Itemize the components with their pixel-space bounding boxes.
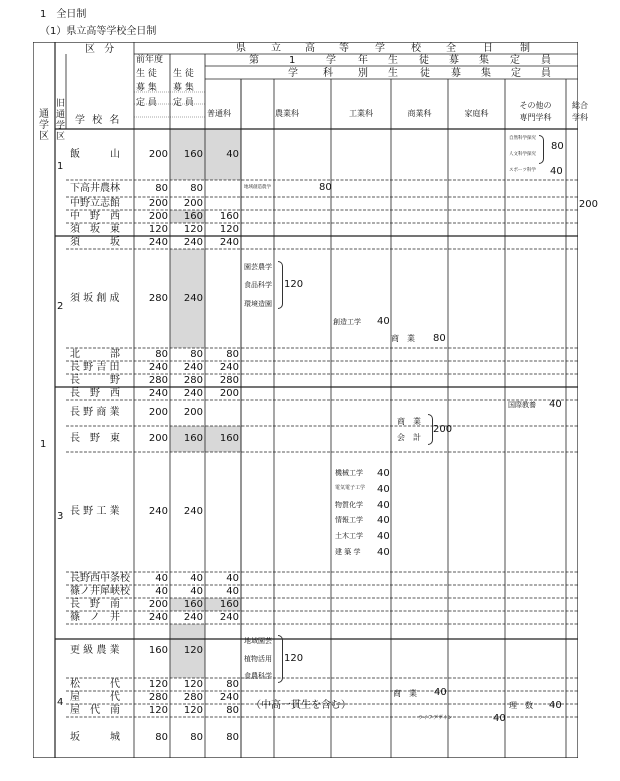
agri-dept-name: 園芸農学 <box>244 263 272 271</box>
ind-dept-value: 40 <box>377 499 390 511</box>
futsu-value: 160 <box>219 433 239 444</box>
col-kogyo: 工業科 <box>349 109 373 118</box>
district-sub: 1 <box>57 161 64 172</box>
futsu-value: 240 <box>219 361 239 373</box>
futsu-value: 240 <box>219 691 239 703</box>
capacity: 80 <box>190 348 203 360</box>
header-prev-year: 生 徒 <box>136 69 157 79</box>
header-grade-char: 1 <box>289 55 296 66</box>
header-dept-char: 定 <box>511 68 521 79</box>
header-dept-char: 生 <box>388 68 398 79</box>
header-grade-char: 募 <box>449 55 459 66</box>
brace-bracket <box>539 135 544 164</box>
com-dept-total: 200 <box>433 424 453 435</box>
school-name: 長 野 工 業 <box>70 506 120 517</box>
header-kyu-char: 旧 <box>56 99 66 109</box>
header-tsugaku-char: 区 <box>39 131 49 142</box>
capacity: 120 <box>183 704 203 716</box>
header-kyu-char: 区 <box>56 132 66 142</box>
district-sub: 4 <box>57 697 64 708</box>
agri-dept-name: 食農科学 <box>244 672 272 680</box>
prev-capacity: 200 <box>148 148 168 160</box>
header-grade-char: 学 <box>326 55 336 66</box>
capacity: 240 <box>183 506 203 517</box>
com-dept-value: 80 <box>433 333 446 344</box>
district-sub: 2 <box>57 301 64 312</box>
ind-dept-name: 創造工学 <box>333 318 361 326</box>
school-name: 須 坂 東 <box>70 223 120 235</box>
header-grade-char: 員 <box>541 55 551 66</box>
other-dept-name: 理 数 <box>509 701 533 710</box>
school-name: 篠ノ井犀峡校 <box>70 585 130 597</box>
other-dept-value: 40 <box>549 399 562 410</box>
prev-capacity: 80 <box>155 348 168 360</box>
school-name: 長 野 西 <box>70 387 120 399</box>
prev-capacity: 80 <box>155 182 168 194</box>
capacity: 80 <box>190 731 203 743</box>
header-this-year: 募 集 <box>173 83 194 93</box>
header-tsugaku-char: 通 <box>39 109 49 120</box>
header-title-char: 等 <box>339 43 349 54</box>
col-shogyo: 商業科 <box>407 109 432 118</box>
header-school-name: 学 校 名 <box>75 115 122 126</box>
ind-dept-value: 40 <box>377 515 390 527</box>
futsu-value: 80 <box>226 731 239 743</box>
ind-dept-name: 機械工学 <box>335 469 363 477</box>
futsu-value: 40 <box>226 148 239 160</box>
agri-dept-name: 食品科学 <box>244 281 272 289</box>
prev-capacity: 120 <box>148 678 168 690</box>
home-dept-value: 40 <box>493 713 506 724</box>
futsu-value: 240 <box>219 611 239 623</box>
capacity: 200 <box>183 407 203 418</box>
prev-capacity: 240 <box>148 506 168 517</box>
header-prev-year: 募 集 <box>136 83 157 93</box>
admission-capacity-table <box>33 42 598 758</box>
header-prev-year: 定 員 <box>136 98 157 108</box>
agri-dept-name: 植物活用 <box>244 655 272 663</box>
school-name: 長野西中条校 <box>70 572 130 584</box>
capacity: 160 <box>183 210 203 222</box>
header-this-year: 定 員 <box>173 98 194 108</box>
school-name: 篠 ノ 井 <box>70 611 120 623</box>
school-name: 須 坂 創 成 <box>70 292 120 304</box>
ind-dept-name: 情報工学 <box>335 516 363 525</box>
col-sogo-1: 総合 <box>572 101 588 110</box>
prev-capacity: 240 <box>148 361 168 373</box>
school-name: 長 野 東 <box>70 433 120 444</box>
school-name: 坂 城 <box>70 731 120 743</box>
col-other-2: 専門学科 <box>519 113 552 122</box>
capacity: 40 <box>190 585 203 597</box>
school-name: 長 野 商 業 <box>70 407 120 418</box>
header-grade-char: 年 <box>358 55 368 66</box>
header-kyu-char: 学 <box>56 121 66 131</box>
school-name: 更 級 農 業 <box>70 645 120 656</box>
capacity: 240 <box>183 387 203 399</box>
header-prev-year: 前年度 <box>136 55 164 65</box>
header-grade-char: 徒 <box>419 55 429 66</box>
capacity: 160 <box>183 598 203 610</box>
school-name: 松 代 <box>70 678 120 690</box>
col-katei: 家庭科 <box>464 109 489 118</box>
capacity: 240 <box>183 611 203 623</box>
district-sub: 3 <box>57 511 64 522</box>
prev-capacity: 200 <box>148 210 168 222</box>
prev-capacity: 240 <box>148 236 168 248</box>
prev-capacity: 200 <box>148 197 168 209</box>
capacity: 240 <box>183 292 203 304</box>
school-name: 長 野 吉 田 <box>70 361 120 373</box>
capacity: 120 <box>183 678 203 690</box>
header-tsugaku-char: 学 <box>39 120 49 131</box>
ind-dept-value: 40 <box>377 468 390 479</box>
school-name: 飯 山 <box>70 148 120 160</box>
other-dept-total: 80 <box>551 141 564 152</box>
prev-capacity: 160 <box>148 645 168 656</box>
ind-dept-value: 40 <box>377 316 390 327</box>
capacity: 200 <box>183 197 203 209</box>
capacity: 160 <box>183 148 203 160</box>
capacity: 120 <box>183 645 203 656</box>
ind-dept-name: 物質化学 <box>335 500 363 509</box>
ind-dept-value: 40 <box>377 531 390 543</box>
header-title-char: 制 <box>520 43 530 54</box>
col-futsu: 普通科 <box>207 109 231 118</box>
agri-dept-total: 120 <box>284 279 304 290</box>
other-dept-name: 自然科学探究 <box>509 136 536 141</box>
prev-capacity: 120 <box>148 223 168 235</box>
prev-capacity: 280 <box>148 691 168 703</box>
com-dept-value: 40 <box>434 687 447 698</box>
futsu-value: 240 <box>219 236 239 248</box>
other-dept-value: 40 <box>549 700 562 711</box>
futsu-value: 280 <box>219 374 239 386</box>
prev-capacity: 200 <box>148 598 168 610</box>
school-name: 屋 代 <box>70 691 120 703</box>
prev-capacity: 40 <box>155 585 168 597</box>
prev-capacity: 240 <box>148 387 168 399</box>
com-dept-name: 商 業 <box>393 689 417 698</box>
prev-capacity: 200 <box>148 407 168 418</box>
com-dept-name: 会 計 <box>397 433 421 442</box>
header-dept-char: 別 <box>358 68 368 79</box>
other-dept-value: 40 <box>550 166 563 177</box>
futsu-value: 200 <box>219 387 239 399</box>
header-grade-char: 第 <box>249 55 259 66</box>
school-name: 長 野 南 <box>70 598 120 610</box>
col-nogyo: 農業科 <box>275 109 299 118</box>
capacity: 280 <box>183 374 203 386</box>
capacity: 280 <box>183 691 203 703</box>
heading-section: 1 全日制 <box>40 9 87 20</box>
agri-dept-value: 80 <box>319 182 332 193</box>
agri-dept-total: 120 <box>284 653 304 664</box>
prev-capacity: 240 <box>148 611 168 623</box>
header-title-char: 日 <box>483 43 493 54</box>
prev-capacity: 200 <box>148 433 168 444</box>
header-dept-char: 集 <box>481 68 491 79</box>
futsu-value: 40 <box>226 585 239 597</box>
capacity: 160 <box>183 433 203 444</box>
other-dept-name: スポーツ科学 <box>509 168 536 173</box>
capacity: 240 <box>183 236 203 248</box>
futsu-value: 80 <box>226 348 239 360</box>
header-grade-char: 生 <box>388 55 398 66</box>
col-other-1: その他の <box>519 101 552 110</box>
header-title-char: 県 <box>236 43 246 54</box>
brace-bracket <box>278 635 283 683</box>
header-kyu-char: 通 <box>56 110 66 120</box>
agri-dept-name: 地域園芸 <box>244 637 272 645</box>
ind-dept-name: 電気電子工学 <box>335 484 366 491</box>
futsu-value: 40 <box>226 572 239 584</box>
home-dept-name: ライフデザイン <box>418 715 453 721</box>
school-name: 屋 代 南 <box>70 704 120 716</box>
ind-dept-name: 建 築 学 <box>335 548 361 556</box>
ind-dept-value: 40 <box>377 547 390 558</box>
capacity: 120 <box>183 223 203 235</box>
brace-bracket <box>278 261 283 309</box>
futsu-value: 160 <box>219 598 239 610</box>
futsu-value: 120 <box>219 223 239 235</box>
ind-dept-value: 40 <box>377 483 390 495</box>
school-name: 下高井農林 <box>70 182 120 194</box>
header-title-char: 学 <box>375 43 385 54</box>
capacity: 80 <box>190 182 203 194</box>
futsu-value: 80 <box>226 704 239 716</box>
agri-dept-name: 環境造園 <box>244 300 272 308</box>
other-dept-name: 国際教養 <box>508 401 536 409</box>
header-dept-char: 員 <box>541 68 551 79</box>
header-grade-char: 定 <box>510 55 520 66</box>
futsu-value: 80 <box>226 678 239 690</box>
futsu-value: 160 <box>219 210 239 222</box>
ind-dept-name: 土木工学 <box>335 532 363 541</box>
yashiro-note: （中高一貫生を含む） <box>251 700 351 711</box>
school-name: 須 坂 <box>70 236 120 248</box>
school-name: 中 野 西 <box>70 210 120 222</box>
header-title-char: 全 <box>446 43 456 54</box>
school-name: 北 部 <box>70 348 120 360</box>
header-dept-char: 徒 <box>420 68 430 79</box>
district-top: 1 <box>40 439 47 450</box>
other-dept-name: 人文科学探究 <box>509 152 536 157</box>
com-dept-name: 商 業 <box>391 334 415 343</box>
school-name: 長 野 <box>70 374 120 386</box>
header-title-char: 校 <box>411 43 421 54</box>
header-dept-char: 学 <box>288 68 298 79</box>
prev-capacity: 120 <box>148 704 168 716</box>
header-kubun: 区 分 <box>85 44 118 55</box>
prev-capacity: 280 <box>148 374 168 386</box>
heading-subsection: （1）県立高等学校全日制 <box>40 26 157 37</box>
prev-capacity: 80 <box>155 731 168 743</box>
com-dept-name: 商 業 <box>397 417 421 426</box>
school-name: 中野立志館 <box>70 197 120 209</box>
prev-capacity: 280 <box>148 292 168 304</box>
col-sogo-2: 学科 <box>572 113 588 122</box>
agri-dept-name: 地域創造農学 <box>244 185 271 190</box>
header-this-year: 生 徒 <box>173 69 194 79</box>
header-grade-char: 集 <box>479 55 489 66</box>
header-title-char: 高 <box>305 43 315 54</box>
capacity: 240 <box>183 361 203 373</box>
prev-capacity: 40 <box>155 572 168 584</box>
header-dept-char: 科 <box>323 68 333 79</box>
sogo-value: 200 <box>578 199 598 210</box>
header-title-char: 立 <box>271 43 281 54</box>
capacity: 40 <box>190 572 203 584</box>
header-dept-char: 募 <box>451 68 461 79</box>
